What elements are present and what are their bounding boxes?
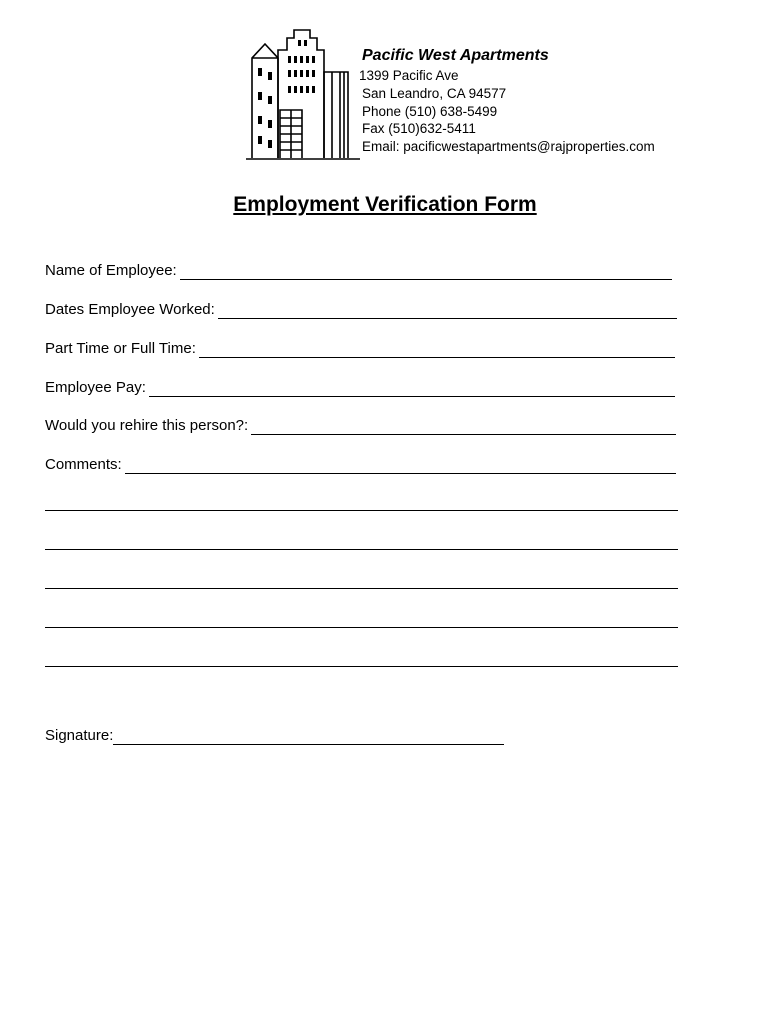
employee-pay-blank[interactable] bbox=[149, 382, 675, 397]
signature-label: Signature: bbox=[45, 727, 114, 744]
phone-number: Phone (510) 638-5499 bbox=[362, 103, 498, 119]
rehire-label: Would you rehire this person?: bbox=[45, 417, 249, 434]
rehire-field[interactable] bbox=[45, 417, 676, 435]
comments-line[interactable] bbox=[45, 588, 678, 589]
employment-type-field[interactable] bbox=[45, 340, 675, 358]
apartment-building-icon bbox=[244, 28, 362, 162]
employee-pay-label: Employee Pay: bbox=[45, 379, 146, 396]
address-line-2: San Leandro, CA 94577 bbox=[362, 85, 507, 101]
dates-worked-blank[interactable] bbox=[218, 304, 677, 319]
email-address: Email: pacificwestapartments@rajproperties.com bbox=[362, 139, 655, 155]
rehire-blank[interactable] bbox=[251, 420, 676, 435]
address-line-1: 1399 Pacific Ave bbox=[359, 68, 459, 83]
company-contact-block bbox=[359, 46, 655, 156]
comments-label: Comments: bbox=[45, 456, 122, 473]
employee-pay-field[interactable] bbox=[45, 379, 675, 397]
employment-type-blank[interactable] bbox=[199, 343, 675, 358]
signature-blank[interactable] bbox=[113, 730, 504, 745]
comments-line[interactable] bbox=[45, 549, 678, 550]
employee-name-blank[interactable] bbox=[180, 265, 672, 280]
employment-type-label: Part Time or Full Time: bbox=[45, 340, 196, 357]
signature-field[interactable] bbox=[45, 727, 504, 745]
comments-line[interactable] bbox=[45, 510, 678, 511]
company-name: Pacific West Apartments bbox=[362, 47, 549, 64]
employee-name-field[interactable] bbox=[45, 262, 672, 280]
fax-number: Fax (510)632-5411 bbox=[362, 121, 476, 137]
comments-line[interactable] bbox=[45, 627, 678, 628]
dates-worked-field[interactable] bbox=[45, 301, 677, 319]
comments-field[interactable] bbox=[45, 456, 676, 474]
employee-name-label: Name of Employee: bbox=[45, 262, 177, 279]
form-title: Employment Verification Form bbox=[233, 193, 537, 216]
dates-worked-label: Dates Employee Worked: bbox=[45, 301, 215, 318]
comments-line[interactable] bbox=[45, 666, 678, 667]
comments-blank[interactable] bbox=[125, 459, 676, 474]
